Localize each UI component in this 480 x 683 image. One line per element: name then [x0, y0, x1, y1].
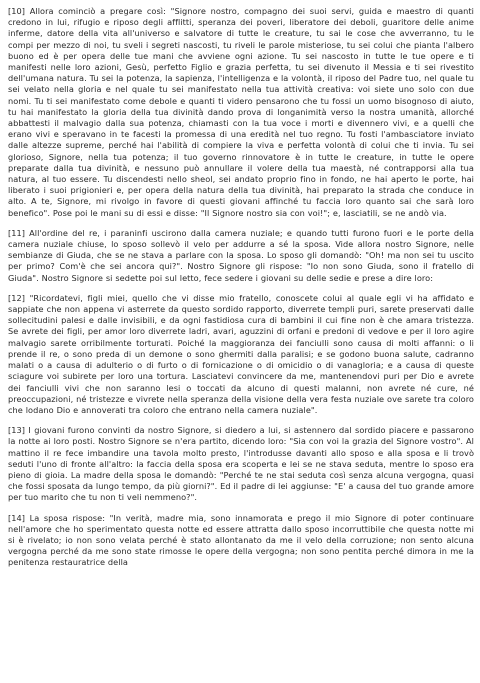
paragraph-10: [10] Allora cominciò a pregare così: "Signore nostro, compagno dei suoi servi, guida e maestro di quanti credono in lui, rifugio e riposo degli afflitti, speranza dei poveri, liberatore dei deboli, guaritore delle anime inferme, datore della vita all'universo e salvatore di tutte le creature, tu sai le cose che avverranno, tu le compi per mezzo di noi, tu sveli i segreti nascosti, tu riveli le parole misteriose, tu sei colui che pianta l'albero buono ed è per opera delle tue mani che avviene ogni azione. Tu sei nascosto in tutte le tue opere e ti manifesti nelle loro azioni, Gesù, perfetto Figlio e grazia perfetta, tu sei divenuto il Messia e ti sei rivestito dell'umana natura. Tu sei la potenza, la sapienza, l'intelligenza e la volontà, il riposo del Padre tuo, nel quale tu sei velato nella gloria e nel quale tu sei manifestato nella tua attività creativa: voi siete uno solo con due nomi. Tu ti sei manifestato come debole e quanti ti videro pensarono che tu fossi un uomo bisognoso di aiuto, tu hai manifestato la gloria della tua divinità dando prova di longanimità verso la nostra umanità, allorché abbattesti il malvagio dalla sua potenza, chiamasti con la tua voce i morti e divennero vivi, e a quelli che erano vivi e speravano in te facesti la promessa di una eredità nel tuo regno. Tu fosti l'ambasciatore inviato dalle altezze supreme, perché hai l'abilità di compiere la viva e perfetta volontà di colui che ti invia. Tu sei glorioso, Signore, nella tua potenza; il tuo governo rinnovatore è in tutte le creature, in tutte le opere preparate dalla tua divinità, e nessuno può annullare il volere della tua maestà, né contrapporsi alla tua natura, al tuo essere. Tu discendesti nello sheol, sei andato proprio fino in fondo, ne hai aperto le porte, hai liberato i suoi prigionieri e, per opera della natura della tua divinità, hai preparato la strada che conduce in alto. A te, Signore, mi rivolgo in favore di questi giovani affinché tu faccia loro quanto sai che sarà loro benefico". Pose poi le mani su di essi e disse: "Il Signore nostro sia con voi!"; e, lasciatili, se ne andò via. [8, 6, 474, 218]
paragraph-12: [12] "Ricordatevi, figli miei, quello che vi disse mio fratello, conoscete colui al quale egli vi ha affidato e sappiate che non appena vi asterrete da questo sordido rapporto, diverrete templi puri, sarete preservati dalle sollecitudini palesi e dalle invisibili, e da ogni fastidiosa cura di bambini il cui fine non è che amara tristezza. Se avrete dei figli, per amor loro diverrete ladri, avari, aguzzini di orfani e predoni di vedove e per il loro agire malvagio sarete orribilmente torturati. Poiché la maggioranza dei fanciulli sono causa di molti affanni: o li prende il re, o sono preda di un demone o sono ghermiti dalla paralisi; e se godono buona salute, cadranno malati o a causa di adulterio o di furto o di fornicazione o di omicidio o di vanagloria; e a causa di queste sciagure voi subirete per loro una tortura. Lasciatevi convincere da me, mantenendovi puri per Dio e avrete dei fanciulli vivi che non saranno lesi o toccati da alcuno di questi malanni, non avrete né cure, né preoccupazioni, né tristezze e vivrete nella speranza della visione della vera festa nuziale ove sarete tra coloro che lodano Dio e annoverati tra coloro che entrano nella camera nuziale". [8, 292, 474, 415]
paragraph-14: [14] La sposa rispose: "In verità, madre mia, sono innamorata e prego il mio Signore di poter continuare nell'amore che ho sperimentato questa notte ed essere attratta dallo sposo incorruttibile che questa notte mi si è rivelato; io non sono velata perché è stato allontanato da me il velo della corruzione; non sento alcuna vergogna perché da me sono state rimosse le opere della vergogna; non sono pentita perché dimora in me la penitenza restauratrice della [8, 512, 474, 568]
paragraph-13: [13] I giovani furono convinti da nostro Signore, si diedero a lui, si astennero dal sordido piacere e passarono la notte ai loro posti. Nostro Signore se n'era partito, dicendo loro: "Sia con voi la grazia del Signore vostro". Al mattino il re fece imbandire una tavola molto presto, l'introdusse davanti allo sposo e alla sposa e li trovò seduti l'uno di fronte all'altro: la faccia della sposa era scoperta e lei se ne stava seduta, mentre lo sposo era pieno di gioia. La madre della sposa le domandò: "Perché te ne stai seduta così senza alcuna vergogna, quasi che fossi sposata da lungo tempo, da più giorni?". Ed il padre di lei aggiunse: "E' a causa del tuo grande amore per tuo marito che tu non ti veli nemmeno?". [8, 425, 474, 503]
text-column [8, 6, 474, 569]
paragraph-11: [11] All'ordine del re, i paraninfi uscirono dalla camera nuziale; e quando tutti furono fuori e le porte della camera nuziale chiuse, lo sposo sollevò il velo per addurre a sé la sposa. Vide allora nostro Signore, nelle sembianze di Giuda, che se ne stava a parlare con la sposa. Lo sposo gli domandò: "Oh! ma non sei tu uscito per primo? Com'è che sei ancora qui?". Nostro Signore gli rispose: "Io non sono Giuda, sono il fratello di Giuda". Nostro Signore si sedette poi sul letto, fece sedere i giovani su delle sedie e prese a dire loro: [8, 227, 474, 283]
